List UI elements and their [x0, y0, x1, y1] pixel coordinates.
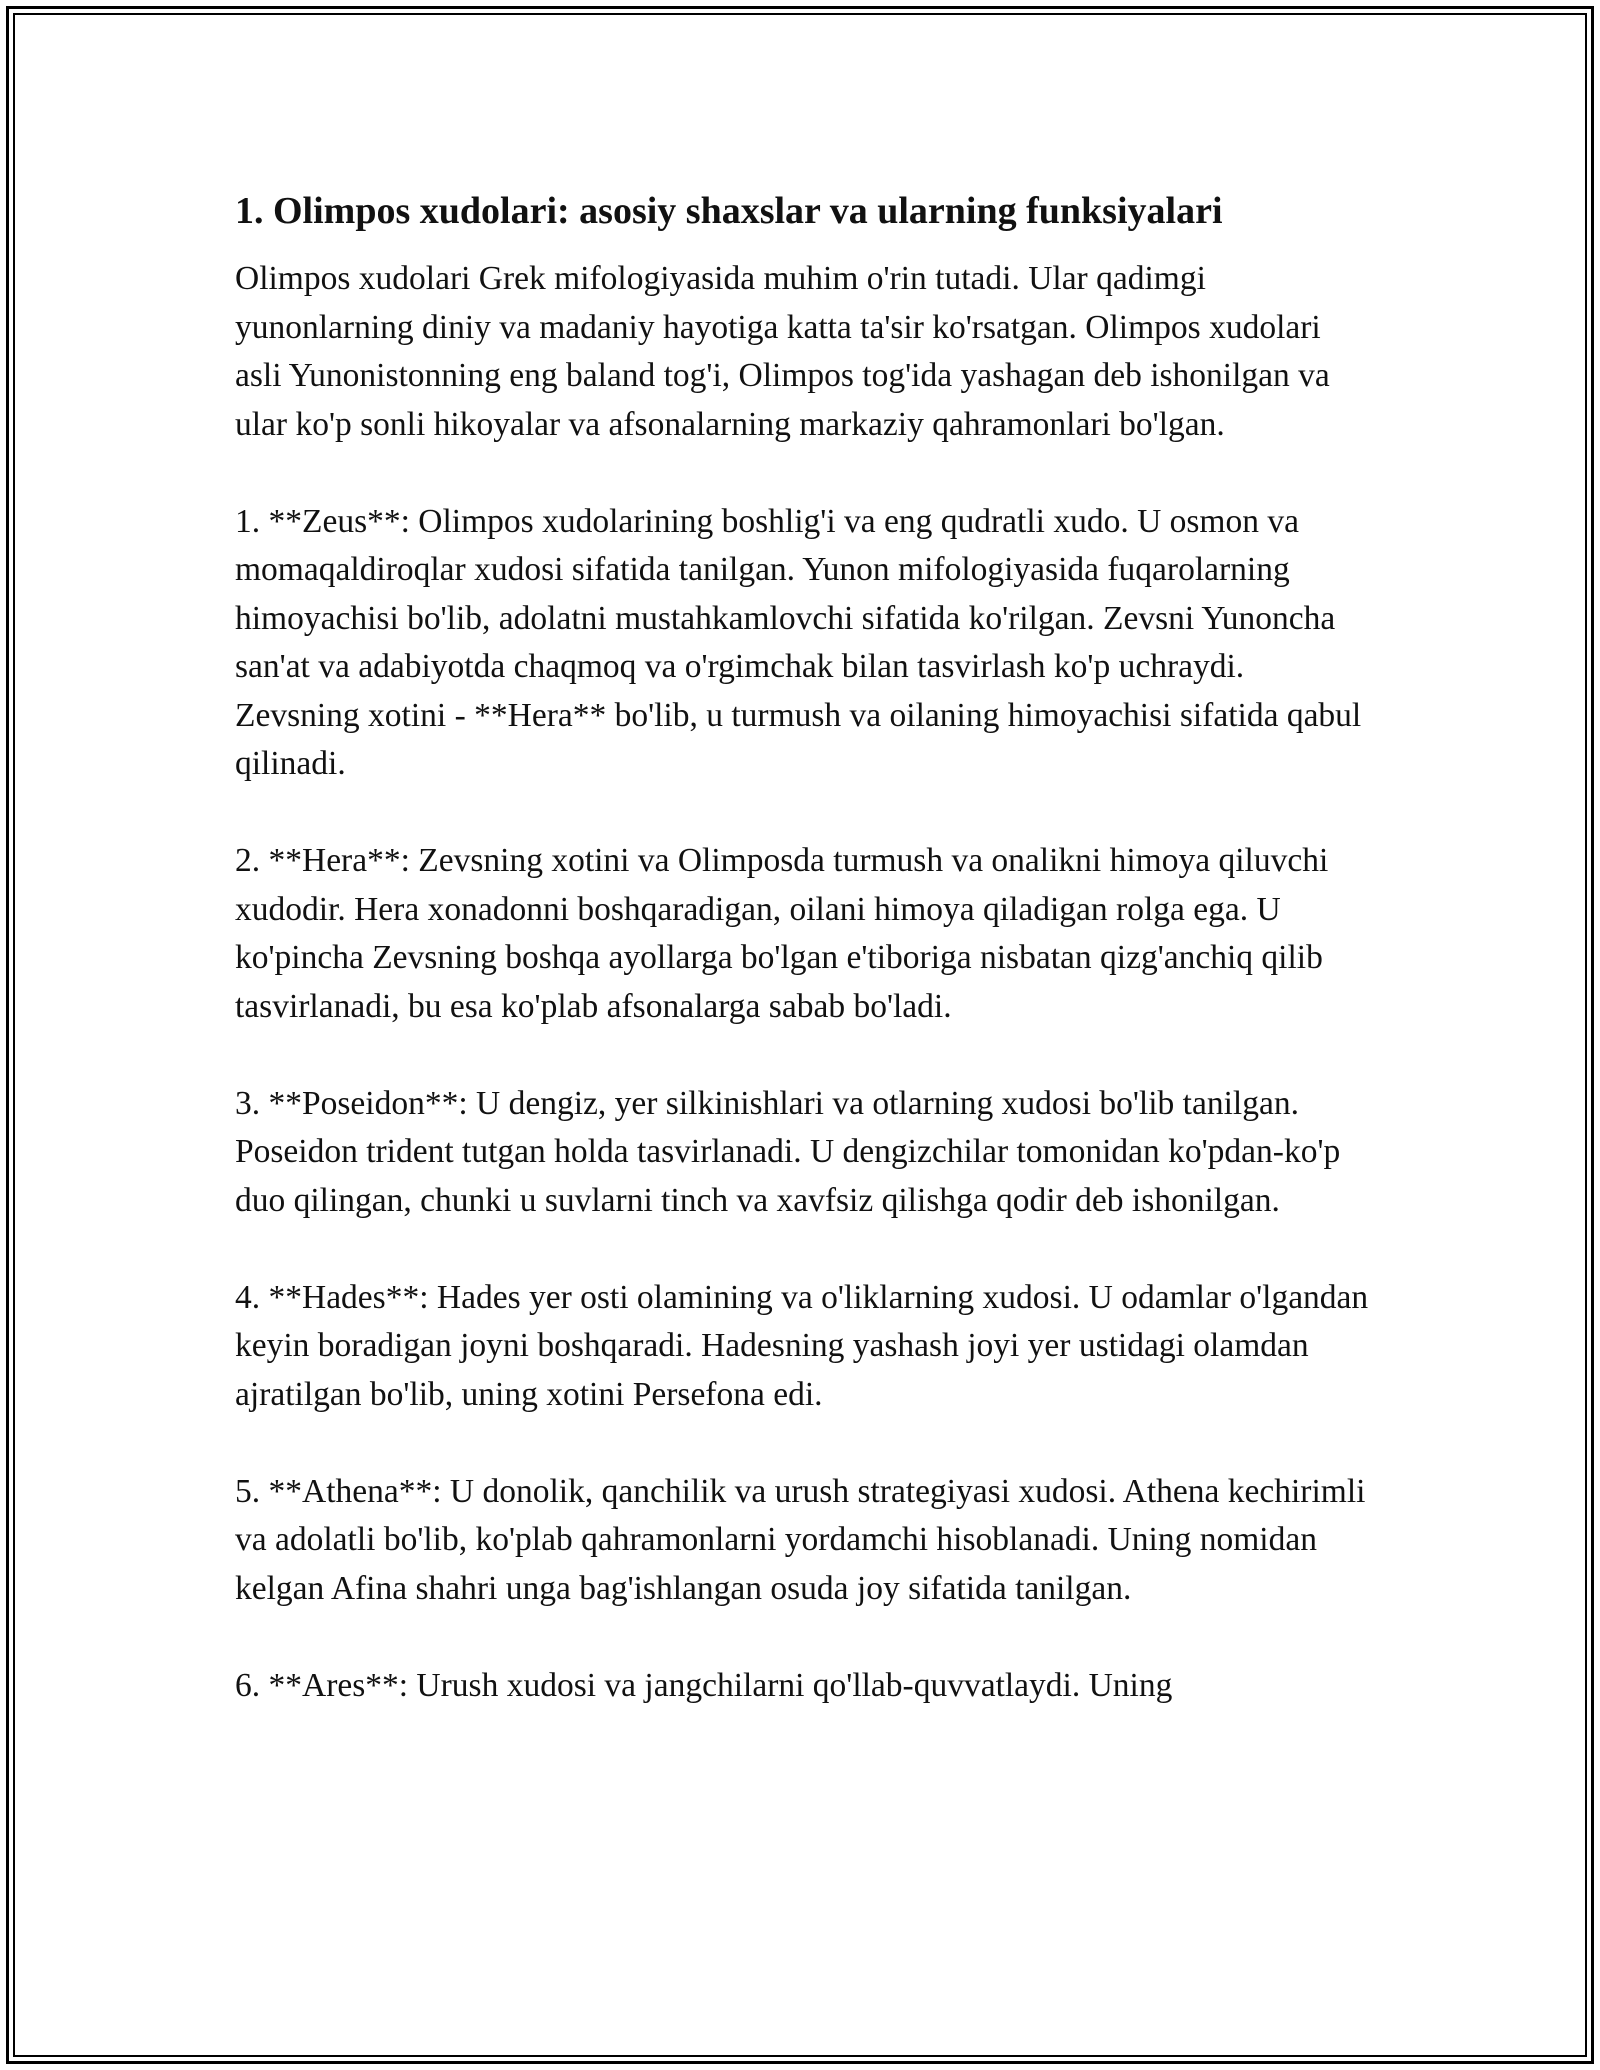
intro-paragraph: Olimpos xudolari Grek mifologiyasida muhim o'rin tutadi. Ular qadimgi yunonlarning diniy va madaniy hayotiga katta ta'sir ko'rsatgan. Olimpos xudolari asli Yunonistonning eng baland tog'i, Olimpos tog'ida yashagan deb ishonilgan va ular ko'p sonli hikoyalar va afsonalarning markaziy qahramonlari bo'lgan.	[235, 260, 1330, 443]
paragraph-poseidon: 3. **Poseidon**: U dengiz, yer silkinishlari va otlarning xudosi bo'lib tanilgan. Poseidon trident tutgan holda tasvirlanadi. U dengizchilar tomonidan ko'pdan-ko'p duo qilingan, chunki u suvlarni tinch va xavfsiz qilishga qodir deb ishonilgan.	[235, 1084, 1341, 1219]
paragraph-ares: 6. **Ares**: Urush xudosi va jangchilarni qo'llab-quvvatlaydi. Uning	[235, 1666, 1173, 1704]
paragraph-athena: 5. **Athena**: U donolik, qanchilik va urush strategiyasi xudosi. Athena kechirimli va adolatli bo'lib, ko'plab qahramonlarni yordamchi hisoblanadi. Uning nomidan kelgan Afina shahri unga bag'ishlangan osuda joy sifatida tanilgan.	[235, 1472, 1366, 1607]
document-body	[235, 185, 1375, 1759]
paragraph-hades: 4. **Hades**: Hades yer osti olamining va o'liklarning xudosi. U odamlar o'lgandan keyin boradigan joyni boshqaradi. Hadesning yashash joyi yer ustidagi olamdan ajratilgan bo'lib, uning xotini Persefona edi.	[235, 1278, 1369, 1413]
paragraph-zeus: 1. **Zeus**: Olimpos xudolarining boshlig'i va eng qudratli xudo. U osmon va momaqaldiroqlar xudosi sifatida tanilgan. Yunon mifologiyasida fuqarolarning himoyachisi bo'lib, adolatni mustahkamlovchi sifatida ko'rilgan. Zevsni Yunoncha san'at va adabiyotda chaqmoq va o'rgimchak bilan tasvirlash ko'p uchraydi. Zevsning xotini - **Hera** bo'lib, u turmush va oilaning himoyachisi sifatida qabul qilinadi.	[235, 502, 1362, 782]
section-heading: 1. Olimpos xudolari: asosiy shaxslar va ularning funksiyalari	[235, 190, 1223, 232]
paragraph-hera: 2. **Hera**: Zevsning xotini va Olimposda turmush va onalikni himoya qiluvchi xudodir. Hera xonadonni boshqaradigan, oilani himoya qiladigan rolga ega. U ko'pincha Zevsning boshqa ayollarga bo'lgan e'tiboriga nisbatan qizg'anchiq qilib tasvirlanadi, bu esa ko'plab afsonalarga sabab bo'ladi.	[235, 842, 1329, 1025]
